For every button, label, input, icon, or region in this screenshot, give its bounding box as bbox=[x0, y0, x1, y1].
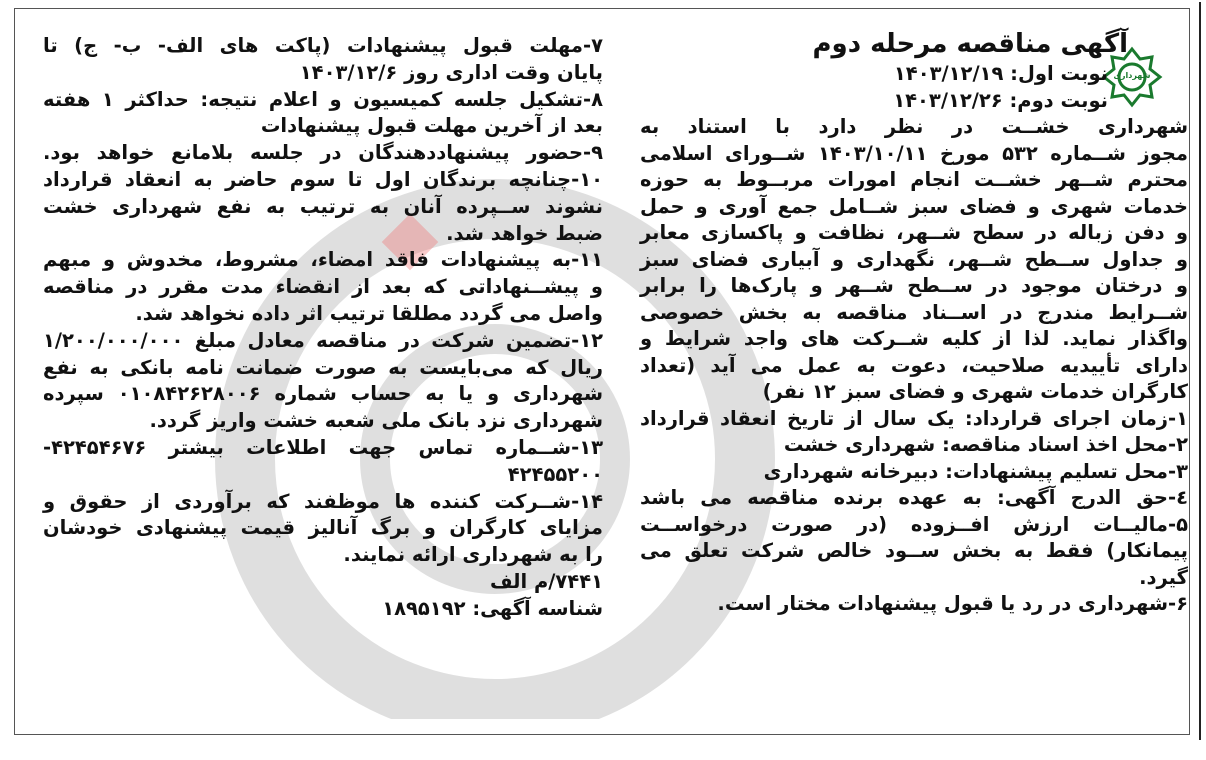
right-column-line: خدمات شهری و فضای سبز شــامل جمع آوری و حمل bbox=[640, 194, 1188, 218]
left-column-line: ۹-حضور پیشنهاددهندگان در جلسه بلامانع خواهد بود. bbox=[43, 141, 603, 165]
first-round-date: نوبت اول: ۱۴۰۳/۱۲/۱۹ bbox=[893, 62, 1108, 85]
page-edge-line bbox=[1199, 2, 1201, 740]
left-column-line: ریال که می‌بایست به صورت ضمانت نامه بانکی به نفع bbox=[43, 355, 603, 379]
right-column bbox=[640, 27, 1188, 618]
right-column-line: کارگران خدمات شهری و فضای سبز ۱۲ نفر) bbox=[762, 380, 1188, 403]
right-column-body bbox=[640, 114, 1188, 618]
left-column-line: شناسه آگهی: ۱۸۹۵۱۹۲ bbox=[382, 596, 603, 620]
left-column-line: نشوند ســپرده آنان به ترتیب به نفع شهرداری خشت bbox=[43, 194, 603, 218]
left-column-body bbox=[43, 33, 603, 623]
notice-frame bbox=[14, 8, 1190, 735]
left-column-line: ۱۳-شــماره تماس جهت اطلاعات بیشتر ۴۲۴۵۴۶۷۶- bbox=[43, 435, 603, 459]
left-column-line: شهرداری و یا به حساب شماره ۰۱۰۸۴۲۶۲۸۰۰۶ سپرده bbox=[43, 382, 603, 406]
left-column-line: ۱۱-به پیشنهادات فاقد امضاء، مشروط، مخدوش و مبهم bbox=[43, 248, 603, 272]
left-column-line: واصل می گردد مطلقا ترتیب اثر داده نخواهد شد. bbox=[135, 301, 603, 325]
left-column-line: بعد از آخرین مهلت قبول پیشنهادات bbox=[260, 114, 603, 138]
right-column-line: ۳-محل تسلیم پیشنهادات: دبیرخانه شهرداری bbox=[763, 459, 1188, 483]
right-column-line: و جداول ســطح شــهر، نگهداری و آبیاری فضای سبز bbox=[640, 247, 1188, 271]
right-column-line: مجوز شــماره ۵۳۲ مورخ ۱۴۰۳/۱۰/۱۱ شــورای اسلامی bbox=[640, 141, 1189, 165]
right-column-line: گیرد. bbox=[1139, 565, 1188, 589]
left-column-line: ۸-تشکیل جلسه کمیسیون و اعلام نتیجه: حداکثر ۱ هفته bbox=[43, 87, 603, 111]
right-column-line: شــرایط مندرج در اســناد مناقصه به بخش خصوصی bbox=[640, 300, 1188, 324]
right-column-line: دارای تأییدیه صلاحیت، دعوت به عمل می آید (تعداد bbox=[640, 353, 1188, 377]
left-column-line: و پیشــنهاداتی که بعد از انقضاء مدت مقرر در مناقصه bbox=[43, 275, 603, 299]
right-column-line: ۵-مالیــات ارزش افــزوده (در صورت درخواســت bbox=[640, 512, 1188, 536]
right-column-line: ۶-شهرداری در رد یا قبول پیشنهادات مختار است. bbox=[717, 592, 1188, 615]
second-round-date: نوبت دوم: ۱۴۰۳/۱۲/۲۶ bbox=[893, 88, 1108, 112]
logo-label: شهرداری bbox=[1113, 71, 1151, 80]
left-column-line: شهرداری نزد بانک ملی شعبه خشت واریز گردد. bbox=[149, 409, 603, 433]
right-column-line: محترم شــهر خشــت انجام امورات مربــوط به حوزه bbox=[640, 168, 1188, 191]
right-column-line: و درختان موجود در ســطح شــهر و پارک‌ها را برابر bbox=[640, 274, 1188, 297]
right-column-line: پیمانکار) فقط به بخش ســود خالص شرکت تعلق می bbox=[640, 539, 1188, 562]
left-column-line: پایان وقت اداری روز ۱۴۰۳/۱۲/۶ bbox=[299, 60, 603, 84]
left-column-line: ۴۲۴۵۵۲۰۰ bbox=[507, 462, 603, 486]
left-column-line: ۱۲-تضمین شرکت در مناقصه معادل مبلغ ۱/۲۰۰/۰۰۰/۰۰۰ bbox=[43, 328, 603, 352]
left-column-line: مزایای کارگران و برگ آنالیز قیمت پیشنهادی خودشان bbox=[43, 516, 603, 540]
left-column-line: ۷۴۴۱/م الف bbox=[489, 569, 603, 593]
right-column-line: ۲-محل اخذ اسناد مناقصه: شهرداری خشت bbox=[783, 433, 1188, 456]
right-column-line: شهرداری خشــت در نظر دارد با استناد به bbox=[640, 115, 1188, 138]
left-column-line: ۱۰-چنانچه برندگان اول تا سوم حاضر به انعقاد قرارداد bbox=[43, 167, 603, 191]
left-column-line: ضبط خواهد شد. bbox=[446, 221, 603, 245]
right-column-line: واگذار نماید. لذا از کلیه شــرکت های واجد شرایط و bbox=[640, 327, 1188, 350]
left-column bbox=[43, 33, 603, 623]
left-column-line: ۷-مهلت قبول پیشنهادات (پاکت های الف- ب- ج) تا bbox=[43, 34, 603, 57]
right-column-line: و دفن زباله در سطح شــهر، نظافت و پاکسازی معابر bbox=[640, 221, 1188, 244]
left-column-line: را به شهرداری ارائه نمایند. bbox=[343, 543, 603, 567]
notice-title: آگهی مناقصه مرحله دوم bbox=[812, 29, 1128, 59]
right-column-line: ۱-زمان اجرای قرارداد: یک سال از تاریخ انعقاد قرارداد bbox=[640, 406, 1188, 430]
right-column-line: ٤-حق الدرج آگهی: به عهده برنده مناقصه می باشد bbox=[640, 486, 1188, 509]
left-column-line: ۱۴-شــرکت کننده ها موظفند که برآوردی از حقوق و bbox=[43, 489, 603, 513]
